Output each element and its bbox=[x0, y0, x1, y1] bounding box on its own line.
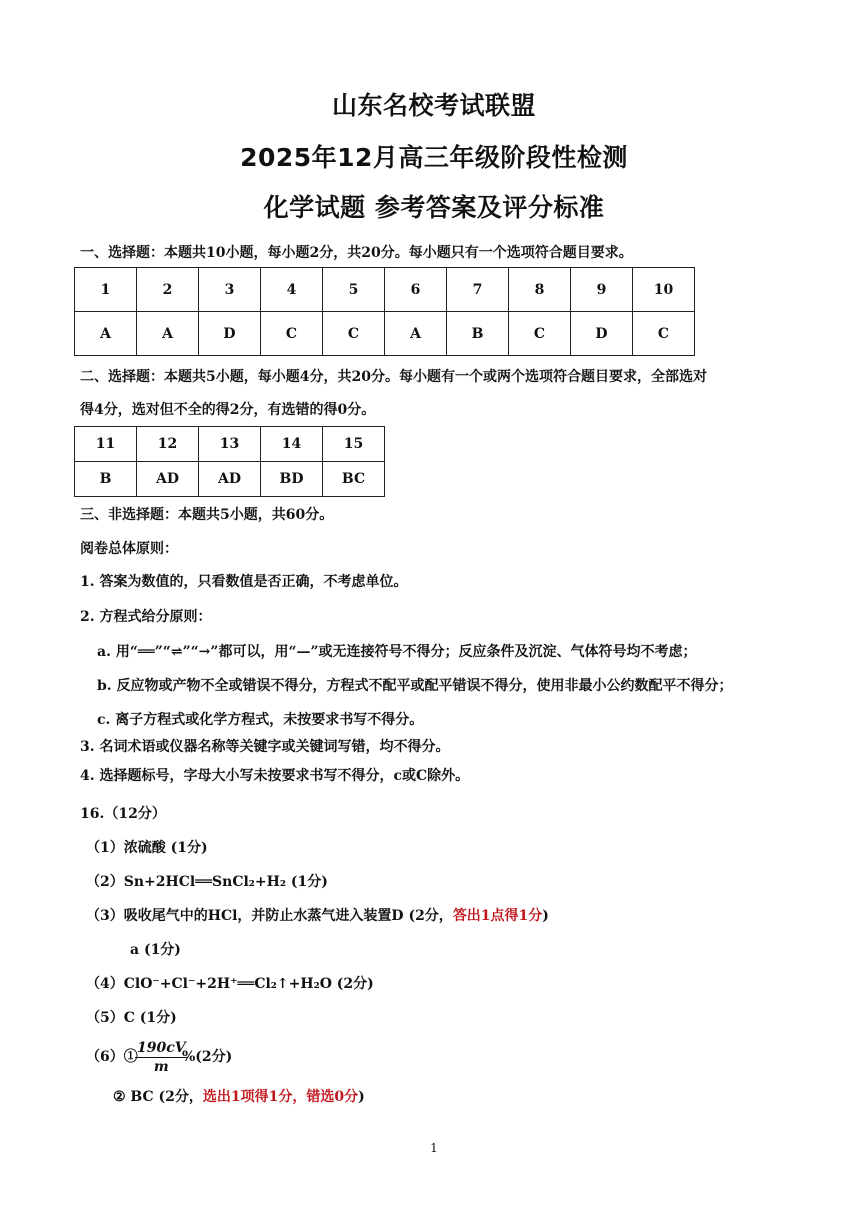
table-cell-answer: A bbox=[385, 312, 447, 356]
table-cell-number: 1 bbox=[75, 268, 137, 312]
q16-answer-3 bbox=[86, 907, 549, 925]
principles-title: 阅卷总体原则： bbox=[80, 541, 178, 557]
table-cell-number: 9 bbox=[571, 268, 633, 312]
table-cell-answer: D bbox=[199, 312, 261, 356]
q16-answer-2: （2）Sn+2HCl══SnCl₂+H₂ (1分) bbox=[86, 874, 328, 890]
table-cell-answer: C bbox=[261, 312, 323, 356]
table-cell-number: 5 bbox=[323, 268, 385, 312]
principle-2b: b. 反应物或产物不全或错误不得分，方程式不配平或配平错误不得分，使用非最小公约数配平不得分； bbox=[97, 678, 733, 694]
table-row-numbers bbox=[75, 427, 385, 462]
table-cell-number: 10 bbox=[633, 268, 695, 312]
table-cell-number: 7 bbox=[447, 268, 509, 312]
table-cell-answer: D bbox=[571, 312, 633, 356]
q16-answer-6b-main: ② BC (2分， bbox=[113, 1089, 203, 1105]
table-cell-answer: AD bbox=[137, 462, 199, 497]
table-cell-answer: A bbox=[137, 312, 199, 356]
principle-2: 2. 方程式给分原则： bbox=[80, 609, 212, 625]
principle-1: 1. 答案为数值的，只看数值是否正确，不考虑单位。 bbox=[80, 574, 408, 590]
table-cell-number: 4 bbox=[261, 268, 323, 312]
principle-3: 3. 名词术语或仪器名称等关键字或关键词写错，均不得分。 bbox=[80, 739, 450, 755]
q16-answer-6b bbox=[113, 1088, 365, 1106]
title-exam-date: 2025年12月高三年级阶段性检测 bbox=[240, 143, 628, 172]
section2-answer-table bbox=[74, 426, 385, 497]
table-cell-number: 2 bbox=[137, 268, 199, 312]
fraction-denominator: m bbox=[153, 1059, 169, 1075]
q16-answer-3-main: （3）吸收尾气中的HCl，并防止水蒸气进入装置D (2分， bbox=[86, 908, 453, 924]
table-cell-number: 15 bbox=[323, 427, 385, 462]
table-cell-number: 8 bbox=[509, 268, 571, 312]
table-cell-number: 12 bbox=[137, 427, 199, 462]
q16-answer-1: （1）浓硫酸 (1分) bbox=[86, 840, 208, 856]
table-cell-number: 6 bbox=[385, 268, 447, 312]
page-number: 1 bbox=[430, 1141, 438, 1155]
table-cell-answer: B bbox=[447, 312, 509, 356]
q16-answer-6-prefix: （6）① bbox=[86, 1049, 138, 1065]
principle-2c: c. 离子方程式或化学方程式，未按要求书写不得分。 bbox=[97, 712, 424, 728]
principle-2a: a. 用“══”“⇌”“→”都可以，用“—”或无连接符号不得分；反应条件及沉淀、气体符号均不考虑； bbox=[97, 644, 697, 660]
table-cell-answer: A bbox=[75, 312, 137, 356]
table-cell-answer: BC bbox=[323, 462, 385, 497]
table-cell-answer: C bbox=[509, 312, 571, 356]
table-row-answers bbox=[75, 462, 385, 497]
section3-heading: 三、非选择题：本题共5小题，共60分。 bbox=[80, 507, 334, 523]
section2-heading-line1: 二、选择题：本题共5小题，每小题4分，共20分。每小题有一个或两个选项符合题目要求，全部选对 bbox=[80, 369, 707, 385]
table-cell-number: 11 bbox=[75, 427, 137, 462]
table-cell-answer: C bbox=[323, 312, 385, 356]
table-row-numbers bbox=[75, 268, 695, 312]
q16-answer-6b-scoring-note: 选出1项得1分，错选0分 bbox=[202, 1089, 359, 1105]
question-16-title: 16.（12分） bbox=[80, 806, 166, 822]
q16-answer-3-close: ) bbox=[542, 908, 549, 924]
q16-answer-4: （4）ClO⁻+Cl⁻+2H⁺══Cl₂↑+H₂O (2分) bbox=[86, 976, 374, 992]
section1-answer-table bbox=[74, 267, 695, 356]
principle-4: 4. 选择题标号，字母大小写未按要求书写不得分，c或C除外。 bbox=[80, 768, 470, 784]
table-cell-number: 13 bbox=[199, 427, 261, 462]
q16-answer-5: （5）C (1分) bbox=[86, 1010, 177, 1026]
table-cell-number: 3 bbox=[199, 268, 261, 312]
table-cell-answer: B bbox=[75, 462, 137, 497]
title-exam-union: 山东名校考试联盟 bbox=[331, 91, 536, 120]
q16-answer-6-suffix: %(2分) bbox=[182, 1049, 233, 1065]
section2-heading-line2: 得4分，选对但不全的得2分，有选错的得0分。 bbox=[80, 402, 376, 418]
fraction-numerator: 190cV bbox=[137, 1040, 186, 1056]
title-subject: 化学试题 参考答案及评分标准 bbox=[263, 193, 605, 222]
q16-answer-6-fraction bbox=[135, 1040, 188, 1076]
table-cell-answer: C bbox=[633, 312, 695, 356]
table-cell-answer: BD bbox=[261, 462, 323, 497]
section1-heading: 一、选择题：本题共10小题，每小题2分，共20分。每小题只有一个选项符合题目要求。 bbox=[80, 245, 633, 261]
table-cell-answer: AD bbox=[199, 462, 261, 497]
q16-answer-6b-close: ) bbox=[358, 1089, 365, 1105]
table-row-answers bbox=[75, 312, 695, 356]
q16-answer-3-scoring-note: 答出1点得1分 bbox=[452, 908, 543, 924]
q16-answer-3b: a (1分) bbox=[130, 942, 181, 958]
table-cell-number: 14 bbox=[261, 427, 323, 462]
